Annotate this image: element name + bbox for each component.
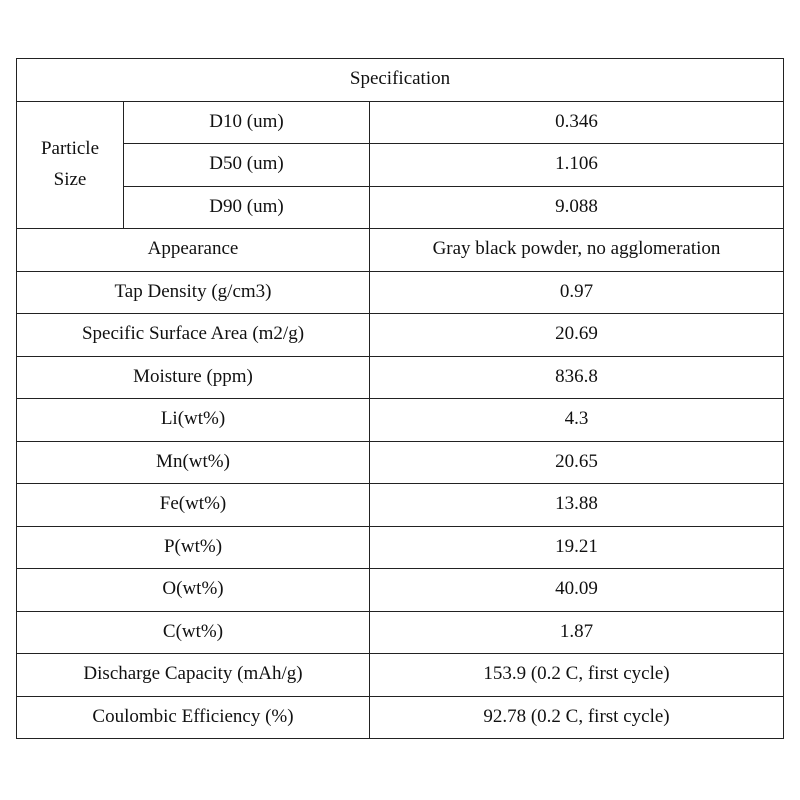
row-label: Tap Density (g/cm3) [17,271,370,314]
table-row [17,186,784,229]
table-row [17,229,784,272]
row-label: Specific Surface Area (m2/g) [17,314,370,357]
row-label: D50 (um) [124,144,370,187]
row-label: Moisture (ppm) [17,356,370,399]
table-row [17,696,784,739]
table-row [17,356,784,399]
row-value: 1.87 [370,611,784,654]
particle-size-label [17,101,124,229]
row-value: 0.346 [370,101,784,144]
row-value: 40.09 [370,569,784,612]
table-row [17,611,784,654]
row-label: C(wt%) [17,611,370,654]
row-value: 836.8 [370,356,784,399]
table-row [17,271,784,314]
row-label: Fe(wt%) [17,484,370,527]
particle-size-label-line2: Size [53,168,87,190]
row-value: 9.088 [370,186,784,229]
row-label: Li(wt%) [17,399,370,442]
row-value: 20.65 [370,441,784,484]
table-row [17,101,784,144]
table-row [17,314,784,357]
row-value: 13.88 [370,484,784,527]
row-label: O(wt%) [17,569,370,612]
row-label: Mn(wt%) [17,441,370,484]
particle-size-label-line1: Particle [40,138,100,160]
row-label: D10 (um) [124,101,370,144]
table-row [17,484,784,527]
table-row [17,526,784,569]
table-row [17,654,784,697]
table-row [17,399,784,442]
row-value: Gray black powder, no agglomeration [370,229,784,272]
row-label: Coulombic Efficiency (%) [17,696,370,739]
specification-table [16,58,784,739]
row-value: 1.106 [370,144,784,187]
table-header: Specification [17,59,784,102]
row-label: P(wt%) [17,526,370,569]
row-value: 20.69 [370,314,784,357]
row-value: 153.9 (0.2 C, first cycle) [370,654,784,697]
row-value: 19.21 [370,526,784,569]
table-header-row [17,59,784,102]
table-row [17,144,784,187]
row-label: Discharge Capacity (mAh/g) [17,654,370,697]
table-row [17,441,784,484]
row-label: Appearance [17,229,370,272]
row-label: D90 (um) [124,186,370,229]
row-value: 92.78 (0.2 C, first cycle) [370,696,784,739]
row-value: 4.3 [370,399,784,442]
row-value: 0.97 [370,271,784,314]
table-row [17,569,784,612]
